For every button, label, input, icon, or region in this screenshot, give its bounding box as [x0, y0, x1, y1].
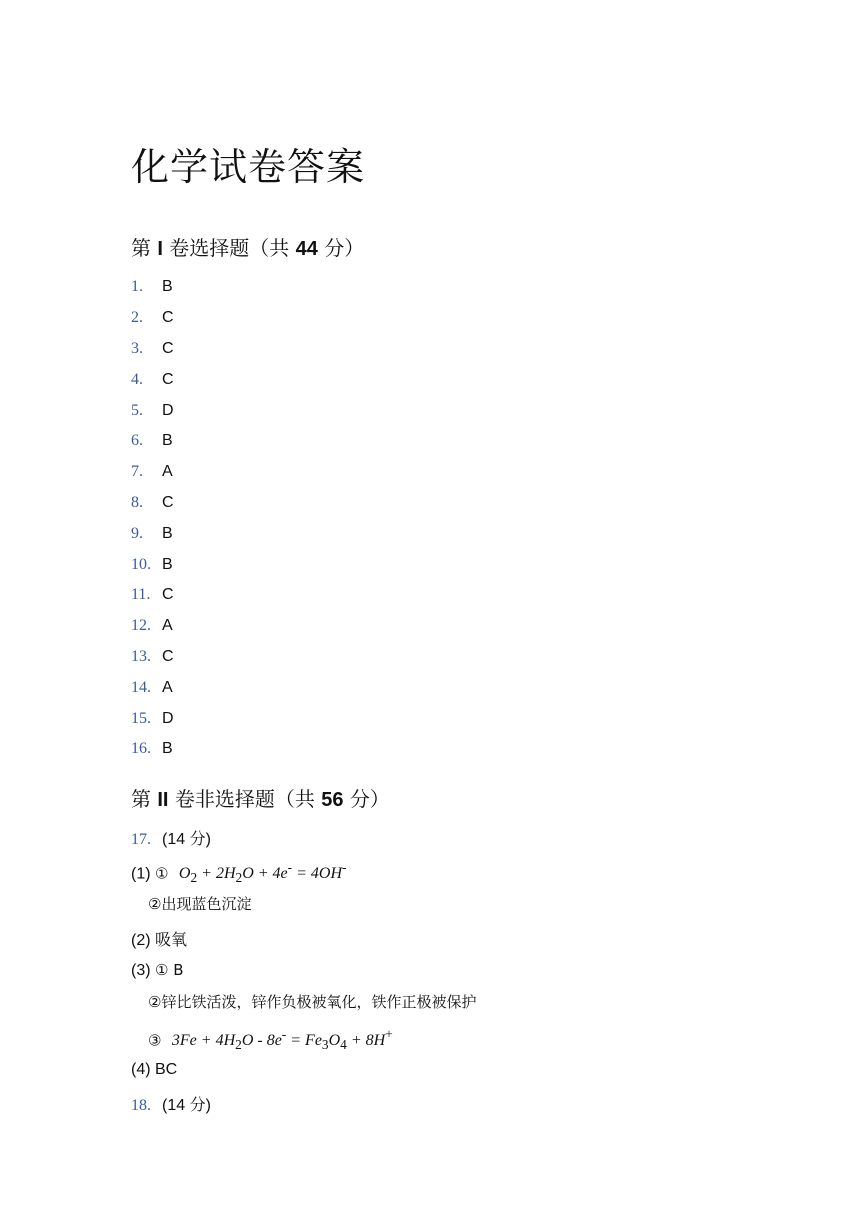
answer-number: 11.	[131, 586, 151, 604]
section-1-roman: I	[157, 238, 163, 260]
answer-item	[131, 549, 174, 580]
answer-value: B	[162, 432, 173, 450]
answer-value: C	[162, 339, 174, 357]
answer-item	[131, 703, 174, 734]
answer-value: B	[162, 740, 173, 758]
answer-number: 15.	[131, 709, 151, 727]
q17-part-2: (2) 吸氧	[131, 932, 188, 949]
q17-part-1-circle-1: ①	[155, 864, 169, 883]
answer-value: C	[162, 586, 174, 604]
q17-part-3-answer-3	[148, 1027, 393, 1054]
answer-list	[131, 272, 174, 765]
q17-part-3-answer-2: ②锌比铁活泼，锌作负极被氧化，铁作正极被保护	[148, 993, 477, 1011]
answer-value: B	[162, 555, 173, 573]
answer-number: 4.	[131, 370, 143, 388]
q17-part-1-answer-2: ②出现蓝色沉淀	[148, 895, 252, 913]
answer-value: C	[162, 370, 174, 388]
q17-part-3-equation: $3Fe + 4H_2O - 8e^- = Fe_3O_4 + 8H^+$	[171, 1027, 393, 1053]
answer-number: 2.	[131, 309, 143, 327]
answer-number: 5.	[131, 401, 143, 419]
answer-value: C	[162, 647, 174, 665]
answer-value: A	[162, 463, 173, 481]
section-1-heading	[131, 232, 364, 261]
answer-item	[131, 364, 174, 395]
question-18-header	[131, 1092, 211, 1115]
answer-item	[131, 642, 174, 673]
q17-part-1	[131, 860, 346, 887]
answer-item	[131, 672, 174, 703]
q17-part-4: (4) BC	[131, 1061, 178, 1078]
q17-part-1-equation: $O_2 + 2H_2O + 4e^- = 4OH^-$	[178, 860, 347, 886]
section-2-suffix: 分）	[349, 787, 390, 811]
section-2-heading	[131, 783, 390, 812]
answer-item	[131, 734, 174, 765]
answer-number: 7.	[131, 463, 143, 481]
question-18-points: (14 分)	[162, 1097, 211, 1114]
answer-item	[131, 611, 174, 642]
answer-number: 14.	[131, 678, 151, 696]
q17-part-1-label: (1)	[131, 865, 151, 883]
answer-number: 1.	[131, 278, 143, 296]
answer-number: 3.	[131, 339, 143, 357]
answer-value: D	[162, 709, 174, 727]
q17-part-3-circle-3: ③	[148, 1031, 162, 1050]
section-2-score: 56	[321, 789, 344, 811]
answer-value: C	[162, 493, 174, 511]
answer-number: 13.	[131, 647, 151, 665]
q17-part-3-answer-1: ① B	[155, 961, 184, 979]
answer-value: A	[162, 617, 173, 635]
answer-value: A	[162, 678, 173, 696]
question-17-header	[131, 826, 211, 849]
answer-value: B	[162, 524, 173, 542]
section-1-middle: 卷选择题（共	[169, 236, 290, 260]
section-1-score: 44	[295, 238, 318, 260]
answer-item	[131, 334, 174, 365]
section-2-middle: 卷非选择题（共	[174, 787, 315, 811]
answer-item	[131, 272, 174, 303]
question-17-number: 17.	[131, 831, 151, 848]
answer-value: C	[162, 309, 174, 327]
section-2-prefix: 第	[131, 787, 151, 811]
question-17-points: (14 分)	[162, 831, 211, 848]
answer-item	[131, 395, 174, 426]
q17-part-3	[131, 961, 184, 980]
section-1-suffix: 分）	[324, 236, 365, 260]
answer-number: 16.	[131, 740, 151, 758]
answer-item	[131, 457, 174, 488]
answer-item	[131, 303, 174, 334]
question-18-number: 18.	[131, 1097, 151, 1114]
answer-value: B	[162, 278, 173, 296]
section-2-roman: II	[157, 789, 169, 811]
q17-part-3-label: (3)	[131, 962, 151, 979]
answer-item	[131, 518, 174, 549]
answer-number: 6.	[131, 432, 143, 450]
section-1-prefix: 第	[131, 236, 151, 260]
answer-value: D	[162, 401, 174, 419]
answer-item	[131, 488, 174, 519]
page-title: 化学试卷答案	[131, 145, 366, 189]
answer-number: 12.	[131, 617, 151, 635]
answer-number: 10.	[131, 555, 151, 573]
answer-number: 9.	[131, 524, 143, 542]
answer-item	[131, 426, 174, 457]
answer-number: 8.	[131, 493, 143, 511]
answer-item	[131, 580, 174, 611]
